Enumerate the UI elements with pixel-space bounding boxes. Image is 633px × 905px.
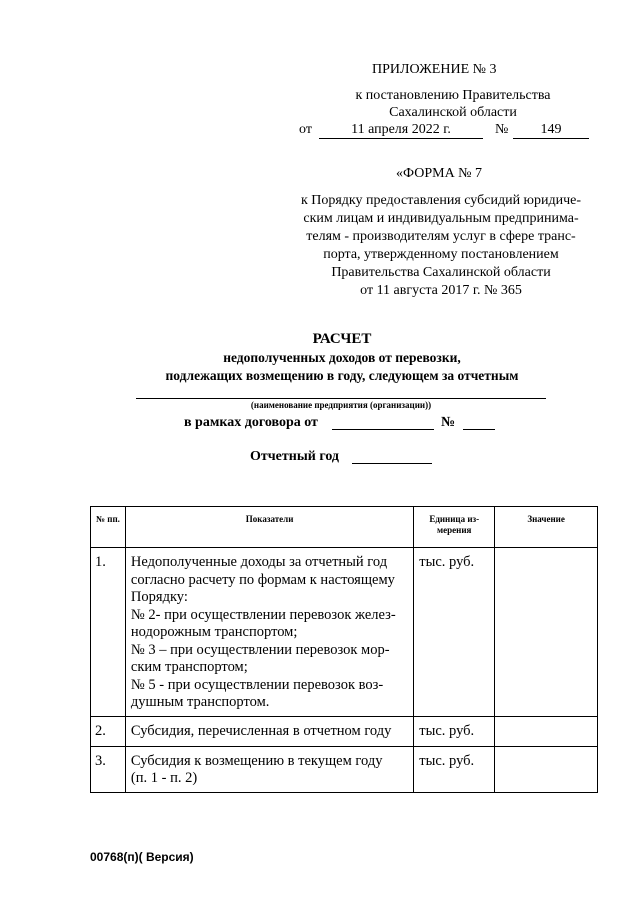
indicator-line: Субсидия, перечисленная в отчетном году	[130, 722, 392, 739]
row-value	[495, 746, 598, 792]
indicator-line: Порядку:	[130, 589, 188, 605]
indicator-line: № 2- при осуществлении перевозок желез-	[130, 606, 396, 623]
org-name-line	[136, 398, 546, 399]
col-header-indicators: Показатели	[125, 507, 413, 548]
contract-label: в рамках договора от	[184, 415, 318, 430]
contract-number-line	[463, 429, 495, 430]
row-unit: тыс. руб.	[414, 548, 495, 717]
document-code: 00768(п)( Версия)	[90, 850, 194, 864]
row-number: 2.	[91, 716, 126, 746]
calc-title: РАСЧЕТ	[312, 331, 372, 347]
row-unit: тыс. руб.	[414, 716, 495, 746]
row-value	[495, 548, 598, 717]
indicator-line: согласно расчету по формам к настоящему	[130, 571, 395, 588]
form-text-line: к Порядку предоставления субсидий юридиче-	[300, 193, 582, 208]
decree-date: 11 апреля 2022 г.	[351, 122, 451, 137]
indicator-line: нодорожным транспортом;	[130, 624, 298, 640]
form-title: «ФОРМА № 7	[396, 166, 483, 181]
row-number: 1.	[91, 548, 126, 717]
row-indicator	[125, 716, 413, 746]
indicator-line: Субсидия к возмещению в текущем году	[130, 752, 383, 769]
row-indicator	[125, 746, 413, 792]
calc-subtitle-line2: подлежащих возмещению в году, следующем за отчетным	[165, 368, 519, 383]
form-text-line: ским лицам и индивидуальным предпринима-	[303, 211, 579, 226]
row-value	[495, 716, 598, 746]
org-name-caption: (наименование предприятия (организации))	[250, 400, 432, 410]
col-header-value: Значение	[495, 507, 598, 548]
calc-subtitle-line1: недополученных доходов от перевозки,	[223, 350, 461, 365]
report-year-line	[352, 463, 432, 464]
table-row	[91, 716, 598, 746]
indicators-table	[90, 506, 598, 793]
form-text-line: Правительства Сахалинской области	[331, 265, 551, 280]
row-number: 3.	[91, 746, 126, 792]
form-text-line: порта, утвержденному постановлением	[323, 247, 559, 262]
table-header-row	[91, 507, 598, 548]
appendix-title: ПРИЛОЖЕНИЕ № 3	[372, 62, 497, 77]
decree-ref-line1: к постановлению Правительства	[355, 88, 551, 103]
row-unit: тыс. руб.	[414, 746, 495, 792]
indicator-line: душным транспортом.	[130, 694, 270, 710]
row-indicator	[125, 548, 413, 717]
indicator-line: № 3 – при осуществлении перевозок мор-	[130, 641, 390, 658]
col-header-unit: Единица из-мерения	[414, 507, 495, 548]
contract-number-label: №	[441, 415, 456, 430]
indicator-line: (п. 1 - п. 2)	[130, 770, 198, 786]
table-row	[91, 746, 598, 792]
number-label: №	[495, 122, 509, 137]
indicator-line: Недополученные доходы за отчетный год	[130, 554, 388, 570]
decree-number: 149	[540, 122, 562, 137]
indicator-line: № 5 - при осуществлении перевозок воз-	[130, 676, 384, 693]
col-header-number: № пп.	[91, 507, 126, 548]
date-from-label: от	[299, 122, 312, 137]
indicator-line: ским транспортом;	[130, 659, 248, 675]
contract-date-line	[332, 429, 434, 430]
decree-ref-line2: Сахалинской области	[389, 105, 517, 120]
table-row	[91, 548, 598, 717]
form-text-line: от 11 августа 2017 г. № 365	[360, 283, 522, 298]
report-year-label: Отчетный год	[250, 449, 340, 464]
form-text-line: телям - производителям услуг в сфере транс-	[306, 229, 576, 244]
